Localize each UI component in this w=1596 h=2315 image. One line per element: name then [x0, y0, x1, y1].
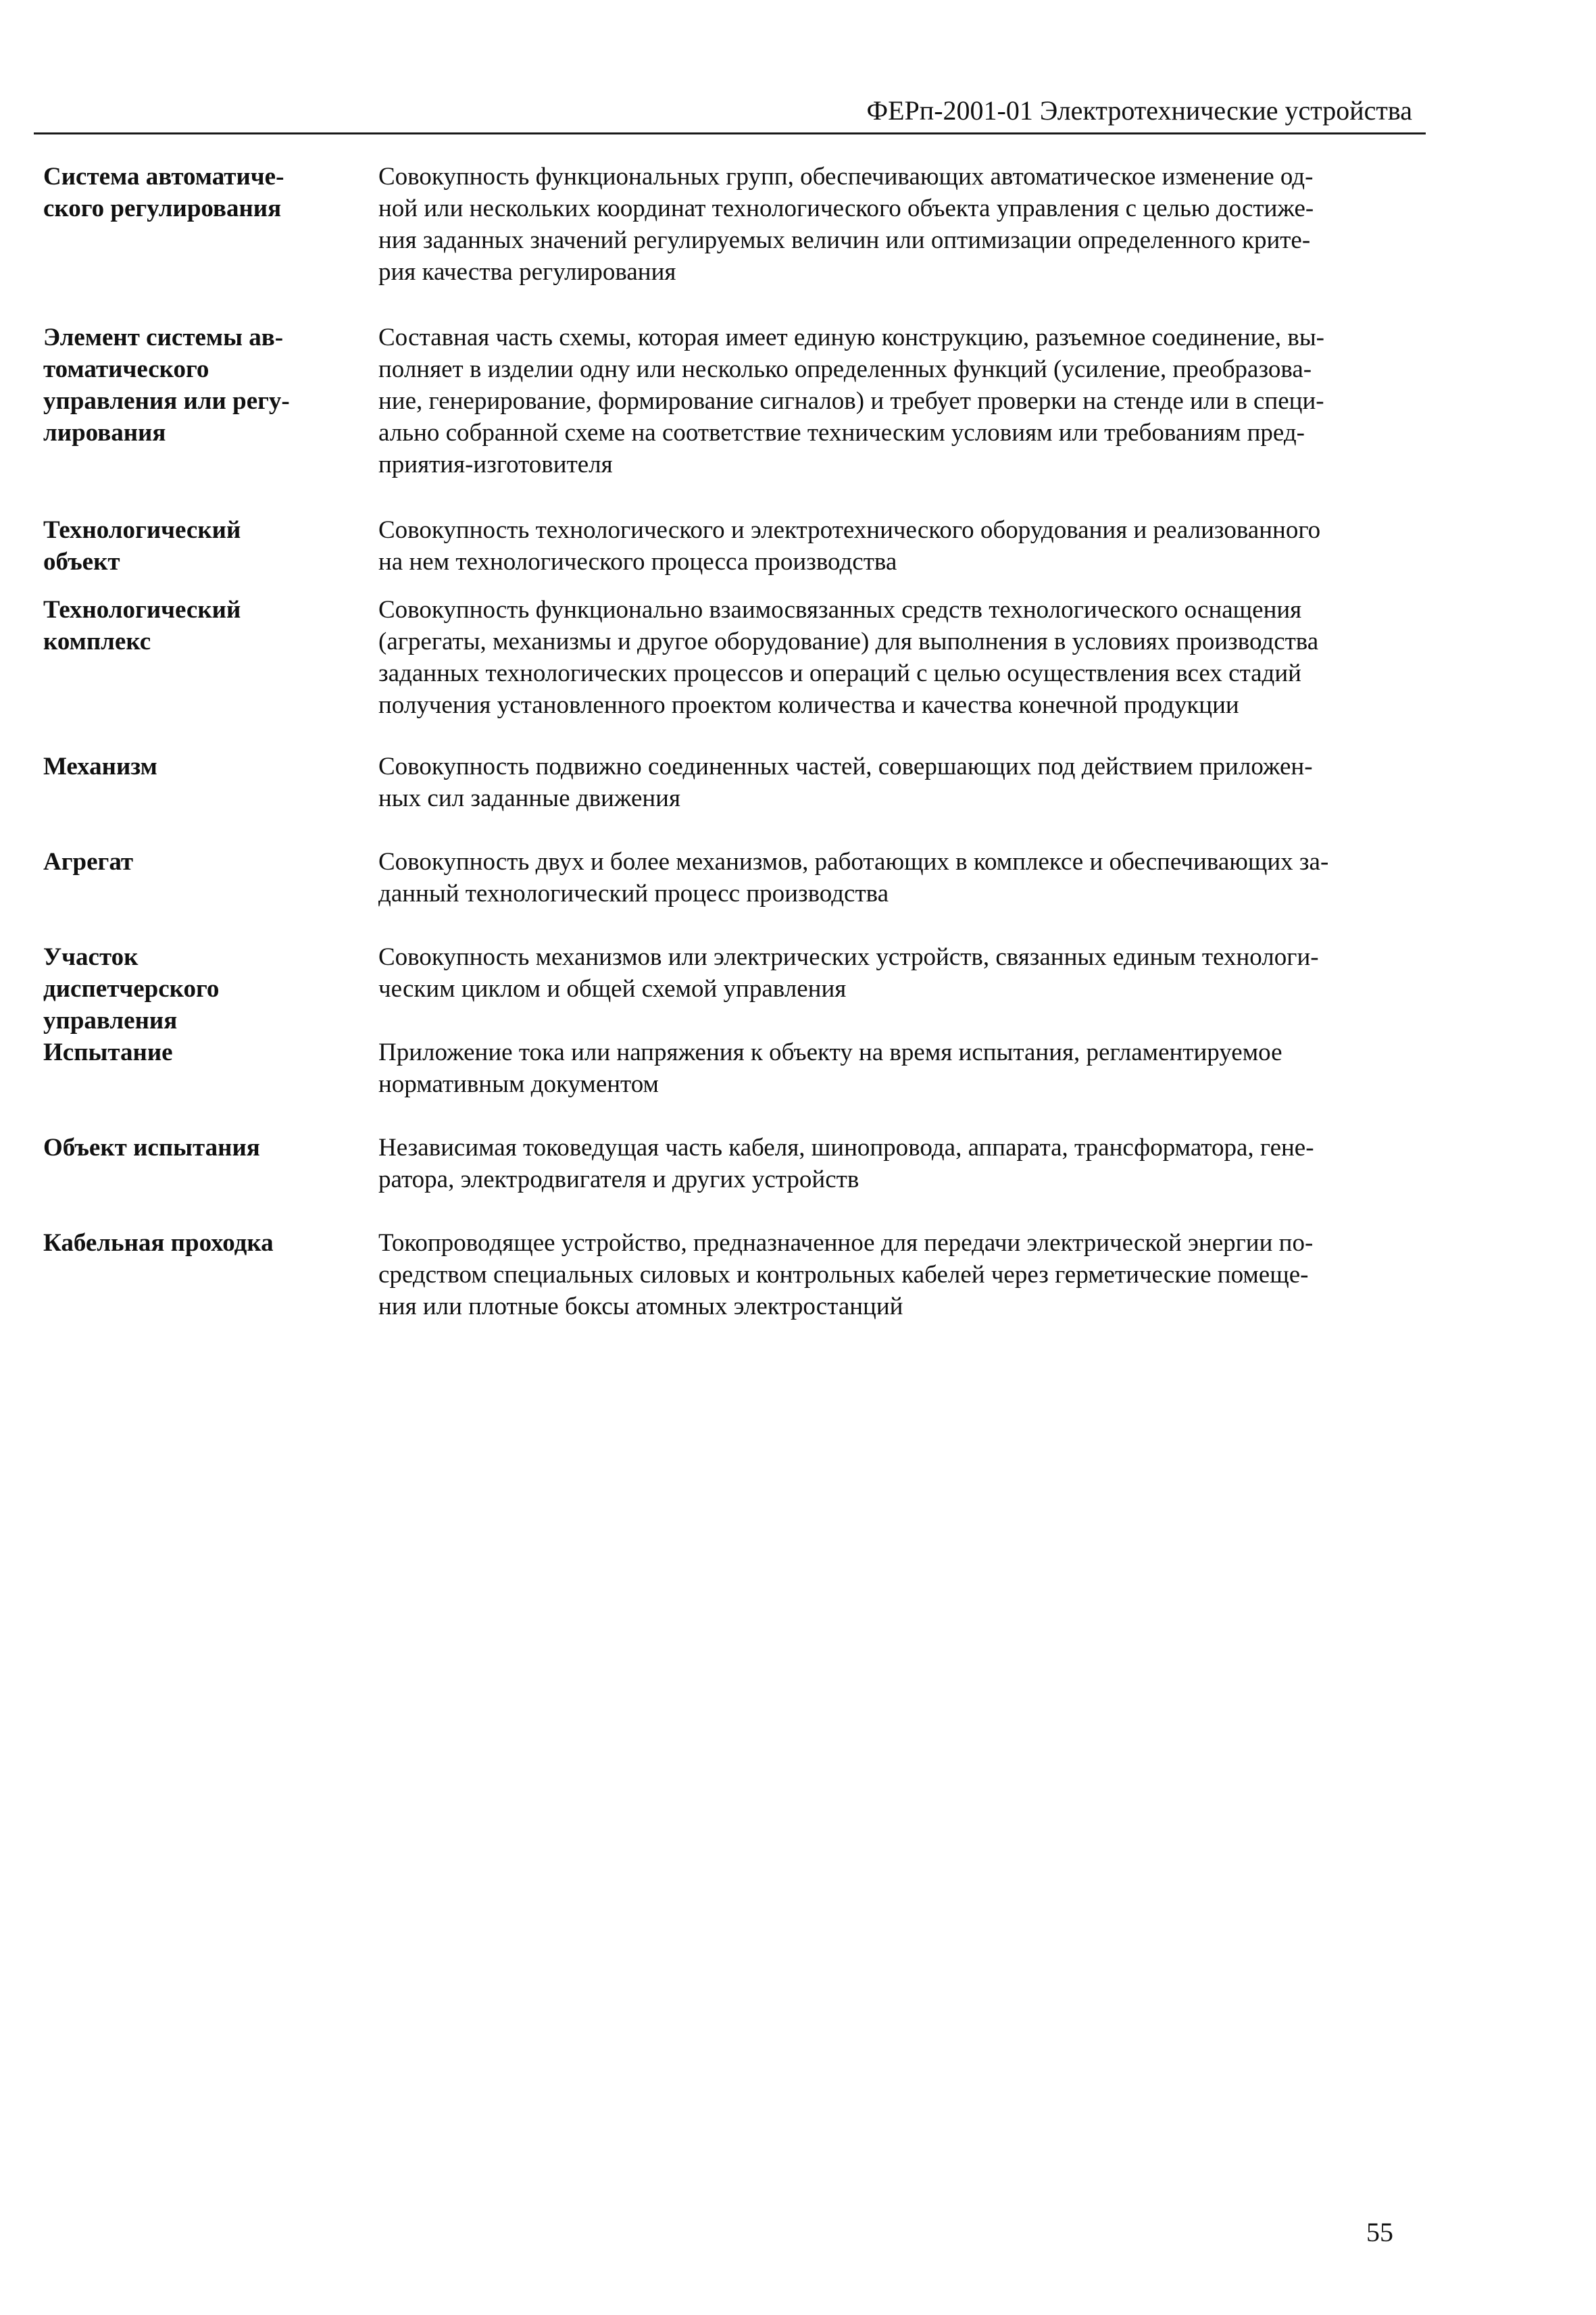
term-name-line: управления	[43, 1007, 178, 1035]
term-definition-line: ния заданных значений регулируемых величин или оптимизации определенного крите-	[378, 226, 1311, 254]
term-name	[43, 846, 347, 878]
term-definition-line: Составная часть схемы, которая имеет единую конструкцию, разъемное соединение, вы-	[378, 324, 1325, 351]
term-definition-line: ния или плотные боксы атомных электростанций	[378, 1293, 903, 1320]
term-definition-line: ческим циклом и общей схемой управления	[378, 975, 847, 1003]
document-title: ФЕРп-2001-01 Электротехнические устройства	[866, 95, 1412, 126]
term-definition-line: Совокупность функционально взаимосвязанных средств технологического оснащения	[378, 596, 1302, 624]
term-name-line: ского регулирования	[43, 195, 282, 222]
term-row	[43, 846, 1442, 910]
term-name	[43, 594, 347, 657]
term-definition-line: Совокупность двух и более механизмов, работающих в комплексе и обеспечивающих за-	[378, 848, 1329, 876]
term-name-line: диспетчерского	[43, 975, 220, 1003]
term-name-line: управления или регу-	[43, 387, 290, 415]
term-row	[43, 941, 1442, 1037]
term-row	[43, 751, 1442, 814]
term-definition-line: ние, генерирование, формирование сигналов) и требует проверки на стенде или в специ-	[378, 387, 1324, 415]
term-row	[43, 594, 1442, 721]
term-name-line: Технологический	[43, 516, 241, 544]
term-name-line: Система автоматиче-	[43, 163, 284, 191]
term-name-line: Агрегат	[43, 848, 134, 876]
term-definition	[378, 322, 1432, 480]
term-definition	[378, 846, 1432, 910]
term-row	[43, 1132, 1442, 1195]
term-definition-line: ально собранной схеме на соответствие техническим условиям или требованиям пред-	[378, 419, 1305, 447]
term-definition-line: Совокупность функциональных групп, обеспечивающих автоматическое изменение од-	[378, 163, 1314, 191]
term-name	[43, 751, 347, 782]
term-name-line: Технологический	[43, 596, 241, 624]
term-definition-line: заданных технологических процессов и операций с целью осуществления всех стадий	[378, 659, 1301, 687]
term-definition-line: Токопроводящее устройство, предназначенное для передачи электрической энергии по-	[378, 1229, 1314, 1257]
term-definition-line: средством специальных силовых и контрольных кабелей через герметические помеще-	[378, 1261, 1309, 1289]
term-definition	[378, 594, 1432, 721]
term-name-line: Элемент системы ав-	[43, 324, 284, 351]
term-definition-line: ратора, электродвигателя и других устройств	[378, 1166, 859, 1193]
term-row	[43, 1227, 1442, 1322]
term-definition-line: ных сил заданные движения	[378, 785, 680, 812]
term-name-line: Объект испытания	[43, 1134, 260, 1162]
term-name-line: Испытание	[43, 1039, 173, 1066]
term-definition-line: (агрегаты, механизмы и другое оборудование) для выполнения в условиях производства	[378, 628, 1319, 655]
term-definition-line: данный технологический процесс производства	[378, 880, 889, 907]
term-row	[43, 161, 1442, 288]
term-definition-line: нормативным документом	[378, 1070, 659, 1098]
term-name	[43, 322, 347, 449]
term-name-line: комплекс	[43, 628, 151, 655]
term-name	[43, 941, 347, 1037]
term-definition	[378, 1227, 1432, 1322]
term-definition-line: Совокупность технологического и электротехнического оборудования и реализованного	[378, 516, 1321, 544]
terms-list	[43, 161, 1442, 1322]
term-definition-line: получения установленного проектом количества и качества конечной продукции	[378, 691, 1239, 719]
term-name-line: лирования	[43, 419, 166, 447]
page-header	[34, 88, 1426, 134]
term-name-line: Участок	[43, 943, 139, 971]
term-name-line: Кабельная проходка	[43, 1229, 274, 1257]
term-definition	[378, 161, 1432, 288]
term-name-line: Механизм	[43, 753, 157, 780]
term-definition-line: полняет в изделии одну или несколько определенных функций (усиление, преобразова-	[378, 355, 1312, 383]
term-name	[43, 514, 347, 578]
term-definition-line: ной или нескольких координат технологического объекта управления с целью достиже-	[378, 195, 1314, 222]
term-name-line: объект	[43, 548, 120, 576]
term-name	[43, 1227, 347, 1259]
term-row	[43, 514, 1442, 578]
term-definition	[378, 1132, 1432, 1195]
term-name	[43, 161, 347, 224]
term-definition-line: Приложение тока или напряжения к объекту на время испытания, регламентируемое	[378, 1039, 1282, 1066]
term-definition-line: приятия-изготовителя	[378, 451, 613, 478]
term-name	[43, 1132, 347, 1164]
term-definition	[378, 514, 1432, 578]
term-name-line: томатического	[43, 355, 209, 383]
term-definition-line: рия качества регулирования	[378, 258, 676, 286]
page-number: 55	[1366, 2217, 1393, 2247]
term-definition	[378, 1037, 1432, 1100]
term-row	[43, 1037, 1442, 1100]
term-definition	[378, 751, 1432, 814]
term-definition-line: на нем технологического процесса производства	[378, 548, 897, 576]
term-row	[43, 322, 1442, 480]
term-definition	[378, 941, 1432, 1005]
term-definition-line: Совокупность подвижно соединенных частей, совершающих под действием приложен-	[378, 753, 1313, 780]
term-definition-line: Совокупность механизмов или электрических устройств, связанных единым технологи-	[378, 943, 1319, 971]
term-name	[43, 1037, 347, 1068]
term-definition-line: Независимая токоведущая часть кабеля, шинопровода, аппарата, трансформатора, гене-	[378, 1134, 1314, 1162]
